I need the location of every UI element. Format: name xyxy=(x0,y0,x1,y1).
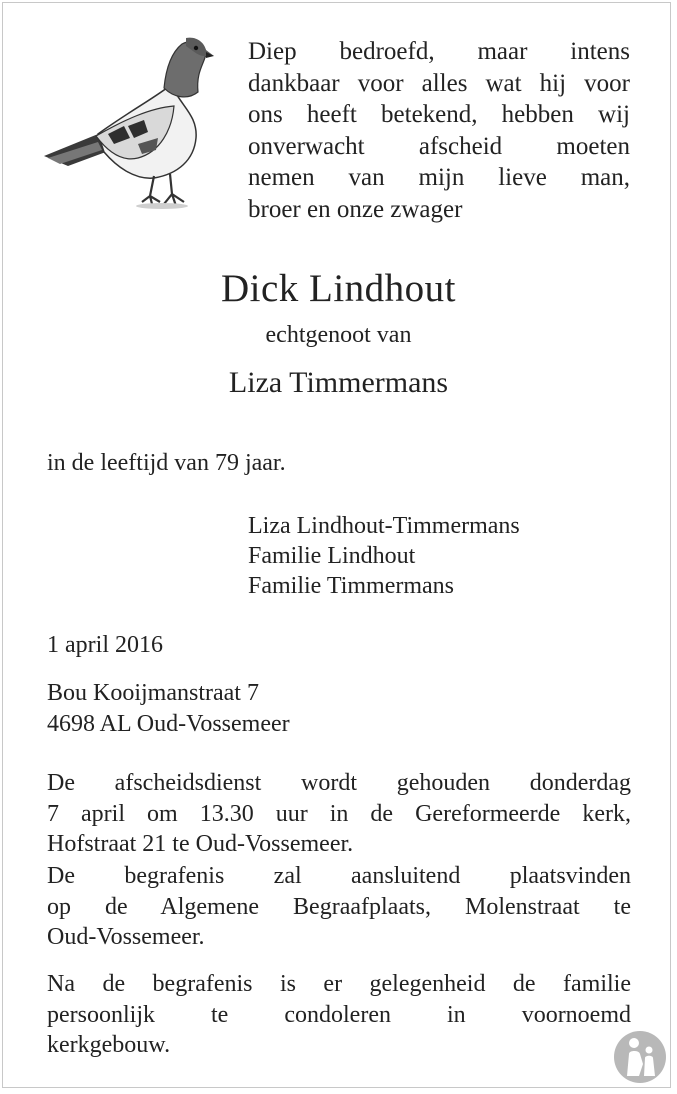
burial-paragraph xyxy=(47,861,631,953)
age-line: in de leeftijd van 79 jaar. xyxy=(47,450,286,476)
intro-line: Diep bedroefd, maar intens xyxy=(248,38,630,65)
spouse-name: Liza Timmermans xyxy=(228,366,449,399)
deceased-name: Dick Lindhout xyxy=(220,267,457,310)
intro-line: ons heeft betekend, hebben wij xyxy=(248,101,630,128)
address-city: 4698 AL Oud-Vossemeer xyxy=(47,711,290,737)
mourner: Liza Lindhout-Timmermans xyxy=(248,513,520,539)
mourner: Familie Lindhout xyxy=(248,543,416,569)
burial-line: Oud-Vossemeer. xyxy=(47,924,205,950)
address-street: Bou Kooijmanstraat 7 xyxy=(47,680,259,706)
intro-line: dankbaar voor alles wat hij voor xyxy=(248,69,630,97)
service-line: Hofstraat 21 te Oud-Vossemeer. xyxy=(47,831,354,857)
condolence-paragraph xyxy=(47,969,631,1061)
service-paragraph xyxy=(47,768,631,860)
notice-date: 1 april 2016 xyxy=(47,632,163,658)
burial-line: De begrafenis zal aansluitend plaatsvinden xyxy=(47,863,631,889)
condolence-line: kerkgebouw. xyxy=(47,1032,171,1058)
intro-text xyxy=(248,36,630,225)
service-line: De afscheidsdienst wordt gehouden donderdag xyxy=(47,770,631,796)
intro-line: broer en onze zwager xyxy=(248,195,463,223)
pigeon-icon xyxy=(38,34,214,214)
address-block xyxy=(47,678,290,740)
intro-line: onverwacht afscheid moeten xyxy=(248,132,630,160)
burial-line: op de Algemene Begraafplaats, Molenstraat te xyxy=(47,893,631,920)
spouse-label: echtgenoot van xyxy=(265,322,412,348)
mourner: Familie Timmermans xyxy=(248,573,455,599)
intro-line: nemen van mijn lieve man, xyxy=(248,164,630,191)
condolence-line: persoonlijk te condoleren in voornoemd xyxy=(47,1001,631,1028)
service-line: 7 april om 13.30 uur in de Gereformeerde kerk, xyxy=(47,800,631,827)
condolence-line: Na de begrafenis is er gelegenheid de familie xyxy=(47,971,631,997)
mourning-figure-icon xyxy=(613,1030,667,1084)
mourners-list xyxy=(248,511,520,601)
